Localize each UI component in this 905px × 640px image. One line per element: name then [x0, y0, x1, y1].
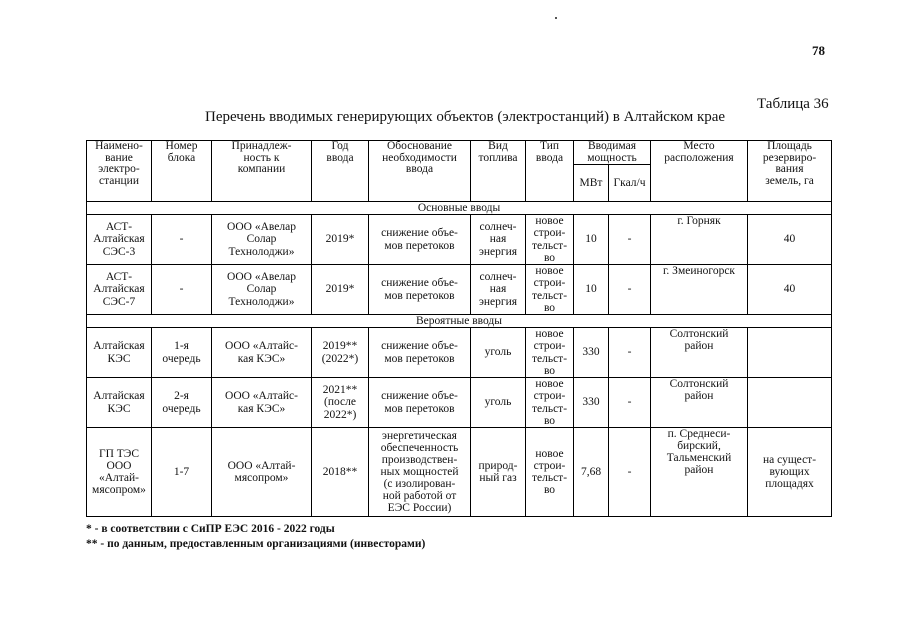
header-name: Наимено- вание электро- станции [87, 141, 152, 202]
cell-location: п. Среднеси- бирский, Тальменский район [651, 428, 748, 517]
cell-gcal: - [609, 215, 651, 265]
cell-name: АСТ- Алтайская СЭС-3 [87, 215, 152, 265]
cell-company: ООО «Алтай- мясопром» [212, 428, 312, 517]
cell-year: 2019* [312, 265, 369, 315]
cell-fuel: уголь [471, 328, 526, 378]
footnote-text: - по данным, предоставленным организациями (инвесторами) [97, 538, 426, 550]
cell-mw: 330 [574, 378, 609, 428]
cell-mw: 10 [574, 265, 609, 315]
table-row [87, 328, 832, 378]
cell-unit: 2-я очередь [152, 378, 212, 428]
cell-justification: снижение объе- мов перетоков [369, 265, 471, 315]
cell-year: 2018** [312, 428, 369, 517]
cell-year: 2019* [312, 215, 369, 265]
cell-unit: - [152, 215, 212, 265]
table-row [87, 215, 832, 265]
cell-name: Алтайская КЭС [87, 328, 152, 378]
cell-location: г. Горняк [651, 215, 748, 265]
table-row [87, 265, 832, 315]
table-row [87, 378, 832, 428]
cell-unit: - [152, 265, 212, 315]
cell-fuel: природ- ный газ [471, 428, 526, 517]
cell-location: Солтонский район [651, 328, 748, 378]
section-title: Основные вводы [87, 202, 832, 215]
cell-company: ООО «Алтайс- кая КЭС» [212, 378, 312, 428]
cell-unit: 1-7 [152, 428, 212, 517]
footnote-mark: ** [86, 538, 98, 550]
header-company: Принадлеж- ность к компании [212, 141, 312, 202]
cell-mw: 7,68 [574, 428, 609, 517]
header-capacity: Вводимая мощность [574, 141, 651, 165]
cell-company: ООО «Авелар Солар Технолоджи» [212, 265, 312, 315]
header-fuel: Вид топлива [471, 141, 526, 202]
header-mw: МВт [574, 165, 609, 202]
cell-justification: снижение объе- мов перетоков [369, 215, 471, 265]
header-unit: Номер блока [152, 141, 212, 202]
header-gcal: Гкал/ч [609, 165, 651, 202]
cell-gcal: - [609, 428, 651, 517]
cell-area: 40 [748, 215, 832, 265]
cell-type: новое строи- тельст- во [526, 378, 574, 428]
footnotes [86, 522, 425, 552]
cell-area [748, 328, 832, 378]
footnote-mark: * [86, 523, 92, 535]
header-year: Год ввода [312, 141, 369, 202]
cell-year: 2021** (после 2022*) [312, 378, 369, 428]
table-label: Таблица 36 [757, 96, 829, 112]
cell-mw: 330 [574, 328, 609, 378]
cell-area: на сущест- вующих площадях [748, 428, 832, 517]
cell-location: г. Змеиногорск [651, 265, 748, 315]
header-justification: Обоснование необходимости ввода [369, 141, 471, 202]
cell-justification: энергетическая обеспеченность производствен- ных мощностей (с изолирован- ной работой от ЕЭС России) [369, 428, 471, 517]
cell-type: новое строи- тельст- во [526, 215, 574, 265]
cell-mw: 10 [574, 215, 609, 265]
footnote [86, 522, 425, 537]
section-title: Вероятные вводы [87, 315, 832, 328]
cell-fuel: уголь [471, 378, 526, 428]
scan-speck [555, 17, 557, 19]
cell-name: Алтайская КЭС [87, 378, 152, 428]
cell-type: новое строи- тельст- во [526, 328, 574, 378]
header-location: Место расположения [651, 141, 748, 202]
cell-area [748, 378, 832, 428]
cell-gcal: - [609, 265, 651, 315]
cell-type: новое строи- тельст- во [526, 428, 574, 517]
table-caption: Перечень вводимых генерирующих объектов (электростанций) в Алтайском крае [205, 109, 726, 125]
cell-fuel: солнеч- ная энергия [471, 265, 526, 315]
cell-location: Солтонский район [651, 378, 748, 428]
cell-justification: снижение объе- мов перетоков [369, 328, 471, 378]
cell-company: ООО «Алтайс- кая КЭС» [212, 328, 312, 378]
page-number: 78 [812, 43, 825, 58]
cell-gcal: - [609, 328, 651, 378]
cell-unit: 1-я очередь [152, 328, 212, 378]
cell-name: ГП ТЭС ООО «Алтай- мясопром» [87, 428, 152, 517]
cell-fuel: солнеч- ная энергия [471, 215, 526, 265]
cell-area: 40 [748, 265, 832, 315]
footnote [86, 537, 425, 552]
cell-name: АСТ- Алтайская СЭС-7 [87, 265, 152, 315]
cell-company: ООО «Авелар Солар Технолоджи» [212, 215, 312, 265]
cell-type: новое строи- тельст- во [526, 265, 574, 315]
cell-year: 2019** (2022*) [312, 328, 369, 378]
cell-gcal: - [609, 378, 651, 428]
footnote-text: - в соответствии с СиПР ЕЭС 2016 - 2022 годы [91, 523, 335, 535]
header-type: Тип ввода [526, 141, 574, 202]
table-row [87, 428, 832, 517]
header-area: Площадь резервиро- вания земель, га [748, 141, 832, 202]
cell-justification: снижение объе- мов перетоков [369, 378, 471, 428]
generating-facilities-table [86, 140, 832, 517]
